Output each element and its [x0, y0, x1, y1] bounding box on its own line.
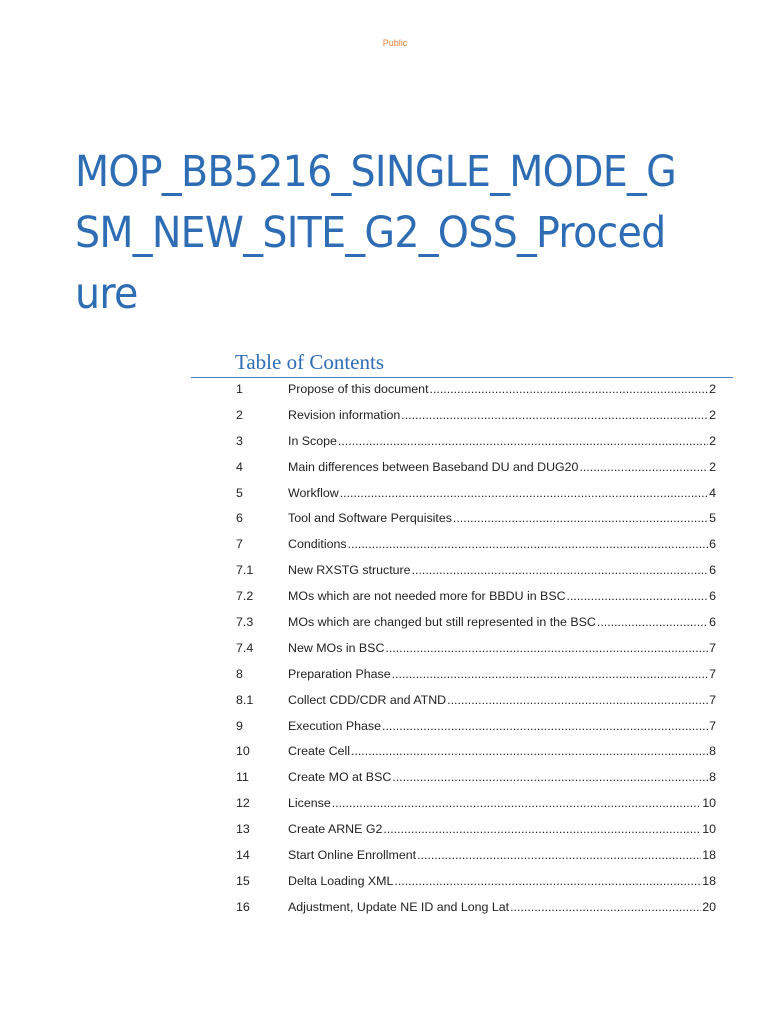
toc-entry-number: 15 — [236, 873, 250, 888]
toc-entry-title: Propose of this document — [288, 382, 429, 396]
toc-entry-number: 8 — [236, 666, 243, 681]
toc-dot-leader — [453, 506, 708, 532]
toc-entry-number: 7.3 — [236, 615, 254, 630]
toc-entry-title: Workflow — [288, 485, 339, 500]
toc-dot-leader — [340, 481, 708, 507]
toc-entry[interactable] — [236, 895, 716, 921]
toc-entry-title: Create Cell — [288, 744, 350, 759]
toc-entry-page: 2 — [709, 459, 716, 474]
toc-entry-title: Main differences between Baseband DU and DUG20 — [288, 459, 579, 474]
toc-entry-number: 12 — [236, 796, 250, 811]
toc-entry-number: 4 — [236, 459, 243, 474]
toc-entry-number: 7.4 — [236, 640, 254, 655]
toc-entry-title: Preparation Phase — [288, 666, 391, 681]
toc-entry[interactable] — [236, 506, 716, 532]
toc-entry-number: 8.1 — [236, 692, 254, 707]
toc-entry-title: New MOs in BSC — [288, 640, 385, 655]
toc-entry[interactable] — [236, 714, 716, 740]
toc-entry-number: 2 — [236, 407, 243, 422]
document-title: MOP_BB5216_SINGLE_MODE_GSM_NEW_SITE_G2_OSS_Procedure — [75, 147, 676, 319]
toc-entry-title: MOs which are changed but still represented in the BSC — [288, 615, 596, 630]
toc-entry[interactable] — [236, 455, 716, 481]
toc-entry-title: Delta Loading XML — [288, 873, 394, 888]
toc-entry-page: 6 — [709, 615, 716, 630]
toc-entry-number: 7.2 — [236, 589, 254, 604]
toc-entry[interactable] — [236, 817, 716, 843]
toc-dot-leader — [579, 455, 708, 481]
toc-entry-page: 20 — [702, 899, 716, 914]
classification-label: Public — [382, 38, 408, 48]
toc-entry[interactable] — [236, 869, 716, 895]
toc-dot-leader — [338, 429, 708, 455]
toc-dot-leader — [567, 584, 709, 610]
toc-dot-leader — [447, 688, 708, 714]
toc-dot-leader — [417, 843, 701, 869]
toc-entry[interactable] — [236, 584, 716, 610]
toc-entry-page: 2 — [709, 382, 716, 396]
toc-entry-number: 5 — [236, 485, 243, 500]
toc-entry-title: Execution Phase — [288, 718, 381, 733]
toc-entry-page: 2 — [709, 433, 716, 448]
toc-entry-page: 5 — [709, 511, 716, 526]
toc-entry-number: 13 — [236, 822, 250, 837]
toc-dot-leader — [412, 558, 709, 584]
toc-entry-number: 7 — [236, 537, 243, 552]
toc-entry-page: 7 — [709, 640, 716, 655]
toc-dot-leader — [392, 765, 708, 791]
toc-dot-leader — [392, 662, 708, 688]
toc-entry[interactable] — [236, 429, 716, 455]
toc-entry[interactable] — [236, 843, 716, 869]
toc-dot-leader — [597, 610, 708, 636]
toc-entry-page: 6 — [709, 589, 716, 604]
toc-dot-leader — [382, 714, 708, 740]
toc-entry-number: 10 — [236, 744, 250, 759]
toc-dot-leader — [394, 869, 701, 895]
toc-entry-number: 14 — [236, 848, 250, 863]
toc-entry-page: 8 — [709, 744, 716, 759]
toc-list — [236, 377, 716, 921]
toc-entry-title: New RXSTG structure — [288, 563, 411, 578]
toc-dot-leader — [348, 532, 709, 558]
toc-entry-page: 7 — [709, 692, 716, 707]
toc-entry-title: License — [288, 796, 331, 811]
toc-entry[interactable] — [236, 610, 716, 636]
toc-entry-title: Start Online Enrollment — [288, 848, 417, 863]
toc-entry-title: MOs which are not needed more for BBDU in BSC — [288, 589, 566, 604]
toc-entry-page: 18 — [702, 848, 716, 863]
toc-entry-page: 7 — [709, 718, 716, 733]
toc-entry-title: Collect CDD/CDR and ATND — [288, 692, 447, 707]
toc-entry[interactable] — [236, 662, 716, 688]
toc-entry-page: 10 — [702, 822, 716, 837]
toc-entry[interactable] — [236, 791, 716, 817]
toc-entry-title: Adjustment, Update NE ID and Long Lat — [288, 899, 510, 914]
toc-dot-leader — [385, 636, 708, 662]
toc-entry[interactable] — [236, 636, 716, 662]
toc-dot-leader — [401, 403, 708, 429]
toc-entry[interactable] — [236, 403, 716, 429]
toc-entry-number: 16 — [236, 899, 250, 914]
toc-entry-page: 18 — [702, 873, 716, 888]
toc-entry-number: 3 — [236, 433, 243, 448]
toc-entry-page: 6 — [709, 537, 716, 552]
toc-entry-page: 8 — [709, 770, 716, 785]
toc-entry-title: Revision information — [288, 407, 401, 422]
toc-heading: Table of Contents — [235, 350, 384, 374]
toc-entry-title: Conditions — [288, 537, 347, 552]
toc-entry-number: 9 — [236, 718, 243, 733]
toc-entry-page: 6 — [709, 563, 716, 578]
toc-dot-leader — [351, 739, 708, 765]
toc-entry-page: 10 — [702, 796, 716, 811]
toc-entry[interactable] — [236, 532, 716, 558]
toc-entry[interactable] — [236, 377, 716, 403]
toc-entry-page: 2 — [709, 407, 716, 422]
toc-entry[interactable] — [236, 739, 716, 765]
toc-entry-title: Tool and Software Perquisites — [288, 511, 452, 526]
toc-entry-number: 1 — [236, 382, 243, 396]
toc-entry-number: 7.1 — [236, 563, 254, 578]
toc-dot-leader — [383, 817, 701, 843]
toc-dot-leader — [510, 895, 701, 921]
toc-entry[interactable] — [236, 688, 716, 714]
toc-entry-title: Create MO at BSC — [288, 770, 392, 785]
toc-entry[interactable] — [236, 558, 716, 584]
toc-entry-number: 11 — [236, 770, 249, 785]
toc-entry[interactable] — [236, 481, 716, 507]
toc-dot-leader — [332, 791, 701, 817]
toc-entry-title: In Scope — [288, 433, 337, 448]
toc-entry-page: 4 — [709, 485, 716, 500]
toc-entry-number: 6 — [236, 511, 243, 526]
toc-entry-title: Create ARNE G2 — [288, 822, 383, 837]
toc-dot-leader — [430, 377, 709, 403]
toc-entry[interactable] — [236, 765, 716, 791]
toc-entry-page: 7 — [709, 666, 716, 681]
